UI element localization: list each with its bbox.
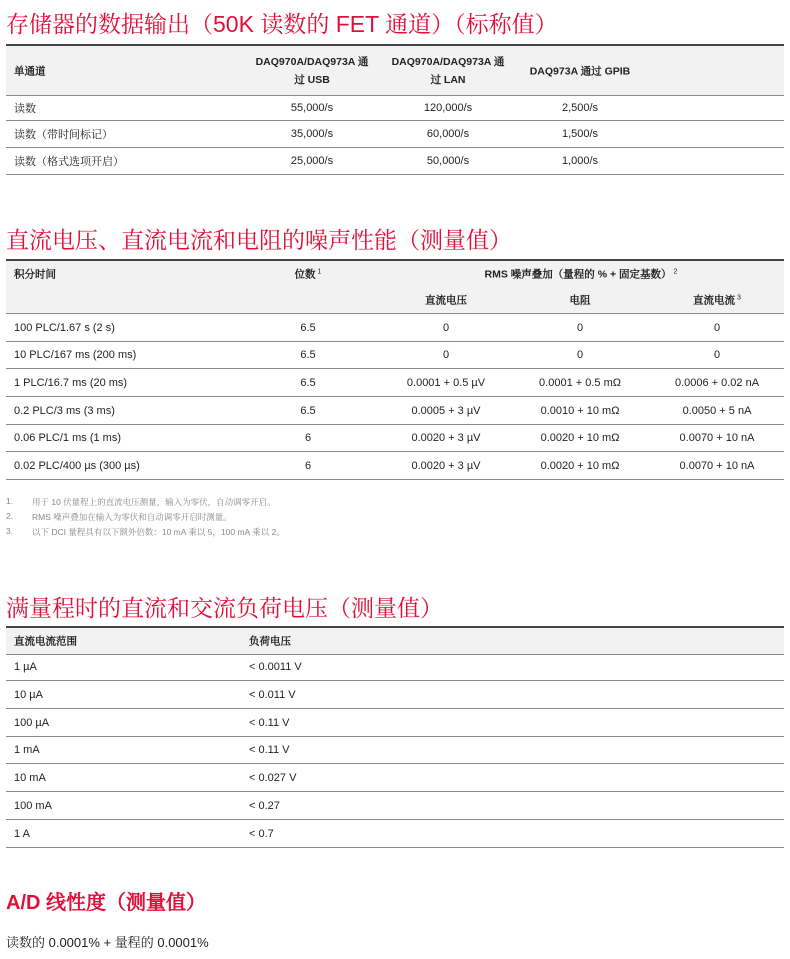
- dci-value: 0: [713, 349, 721, 361]
- gpib-value: 1,000/s: [561, 155, 599, 167]
- table-header: [6, 259, 784, 288]
- integration-time: 1 PLC/16.7 ms (20 ms): [14, 376, 128, 389]
- digits-value: 6: [304, 432, 312, 444]
- integration-time: 0.02 PLC/400 µs (300 µs): [14, 459, 140, 472]
- res-value: 0.0020 + 10 mΩ: [540, 432, 620, 444]
- gpib-value: 2,500/s: [561, 101, 599, 114]
- res-value: 0.0001 + 0.5 mΩ: [539, 376, 621, 389]
- current-range: 100 µA: [14, 716, 50, 729]
- row-label: 读数（格式选项开启）: [14, 156, 124, 168]
- usb-value: 35,000/s: [290, 128, 334, 140]
- lan-value: 60,000/s: [426, 128, 470, 140]
- table-row: [6, 737, 784, 764]
- dcv-value: 0: [442, 349, 450, 361]
- digits-value: 6.5: [300, 349, 316, 361]
- res-value: 0: [576, 322, 584, 334]
- table-row: [6, 764, 784, 792]
- section-title-memory-output: 存储器的数据输出（50K 读数的 FET 通道）（标称值）: [6, 11, 558, 37]
- subheader-dci: 直流电流 $^3$: [693, 294, 741, 307]
- digits-value: 6.5: [300, 322, 316, 334]
- res-value: 0.0020 + 10 mΩ: [540, 459, 620, 472]
- current-range: 1 mA: [14, 744, 40, 756]
- digits-value: 6: [304, 459, 312, 472]
- current-range: 100 mA: [14, 799, 52, 812]
- burden-voltage: < 0.27: [249, 799, 280, 812]
- header-gpib: DAQ973A 通过 GPIB: [529, 65, 631, 77]
- usb-value: 25,000/s: [290, 155, 334, 167]
- row-label: 读数（带时间标记）: [14, 129, 113, 141]
- table-subheader: [6, 287, 784, 314]
- dcv-value: 0.0020 + 3 µV: [411, 432, 481, 444]
- header-current-range: 直流电流范围: [14, 635, 77, 648]
- table-row: [6, 681, 784, 709]
- table-header: [6, 44, 784, 96]
- gpib-value: 1,500/s: [561, 128, 599, 140]
- dci-value: 0.0070 + 10 nA: [679, 459, 755, 472]
- lan-value: 50,000/s: [426, 155, 470, 167]
- table-row: [6, 121, 784, 148]
- table-row: [6, 792, 784, 820]
- table-row: [6, 342, 784, 369]
- subheader-resistance: 电阻: [569, 294, 591, 307]
- digits-value: 6.5: [300, 376, 316, 389]
- burden-voltage: < 0.11 V: [249, 716, 290, 729]
- footnote: 2. RMS 噪声叠加在输入为零伏和自动调零开启时测量。: [6, 511, 232, 522]
- dci-value: 0.0070 + 10 nA: [679, 432, 755, 444]
- dci-value: 0.0006 + 0.02 nA: [674, 376, 760, 389]
- table-row: [6, 820, 784, 848]
- usb-value: 55,000/s: [290, 101, 334, 114]
- dci-value: 0.0050 + 5 nA: [682, 404, 752, 417]
- table-row: [6, 425, 784, 452]
- dcv-value: 0: [442, 322, 450, 334]
- footnote: 1. 用于 10 伏量程上的直流电压测量，输入为零伏，自动调零开启。: [6, 496, 276, 507]
- section-title-ad-linearity: A/D 线性度（测量值）: [6, 892, 206, 914]
- header-burden-voltage: 负荷电压: [249, 635, 291, 648]
- burden-voltage: < 0.7: [249, 827, 274, 840]
- table-row: [6, 95, 784, 121]
- burden-voltage: < 0.11 V: [249, 744, 290, 756]
- res-value: 0: [576, 349, 584, 361]
- table-header: [6, 626, 784, 655]
- current-range: 1 A: [14, 827, 30, 840]
- lan-value: 120,000/s: [423, 101, 473, 114]
- header-digits: 位数 $^1$: [294, 268, 322, 281]
- dci-value: 0: [713, 322, 721, 334]
- header-usb: DAQ970A/DAQ973A 通 过 USB: [255, 55, 369, 86]
- section-title-burden-voltage: 满量程时的直流和交流负荷电压（测量值）: [6, 595, 443, 621]
- footnotes: [6, 496, 285, 541]
- table-row: [6, 369, 784, 397]
- burden-voltage: < 0.011 V: [249, 688, 296, 701]
- res-value: 0.0010 + 10 mΩ: [540, 404, 620, 417]
- table-row: [6, 315, 784, 342]
- integration-time: 100 PLC/1.67 s (2 s): [14, 322, 115, 334]
- header-integration-time: 积分时间: [14, 268, 56, 281]
- header-single-channel: 单通道: [14, 65, 46, 77]
- table-row: [6, 709, 784, 737]
- digits-value: 6.5: [300, 404, 316, 417]
- table-row: [6, 654, 784, 681]
- integration-time: 0.06 PLC/1 ms (1 ms): [14, 432, 121, 444]
- burden-voltage: < 0.0011 V: [249, 661, 302, 673]
- current-range: 1 µA: [14, 661, 37, 673]
- dcv-value: 0.0020 + 3 µV: [411, 459, 481, 472]
- table-row: [6, 452, 784, 480]
- integration-time: 10 PLC/167 ms (200 ms): [14, 349, 137, 361]
- integration-time: 0.2 PLC/3 ms (3 ms): [14, 404, 115, 417]
- current-range: 10 µA: [14, 688, 43, 701]
- table-row: [6, 148, 784, 175]
- ad-linearity-value: 读数的 0.0001% + 量程的 0.0001%: [6, 935, 209, 950]
- dcv-value: 0.0001 + 0.5 µV: [406, 376, 486, 389]
- dcv-value: 0.0005 + 3 µV: [411, 404, 481, 417]
- header-lan: DAQ970A/DAQ973A 通 过 LAN: [391, 55, 505, 86]
- header-rms-noise: RMS 噪声叠加（量程的 % + 固定基数） $^2$: [484, 268, 678, 281]
- subheader-dcv: 直流电压: [425, 294, 467, 307]
- burden-voltage: < 0.027 V: [249, 771, 297, 784]
- row-label: 读数: [14, 102, 36, 115]
- section-title-noise-performance: 直流电压、直流电流和电阻的噪声性能（测量值）: [6, 227, 512, 253]
- current-range: 10 mA: [14, 771, 46, 784]
- table-row: [6, 397, 784, 425]
- footnote: 3. 以下 DCI 量程具有以下额外倍数：10 mA 乘以 5，100 mA 乘以 2。: [6, 526, 285, 537]
